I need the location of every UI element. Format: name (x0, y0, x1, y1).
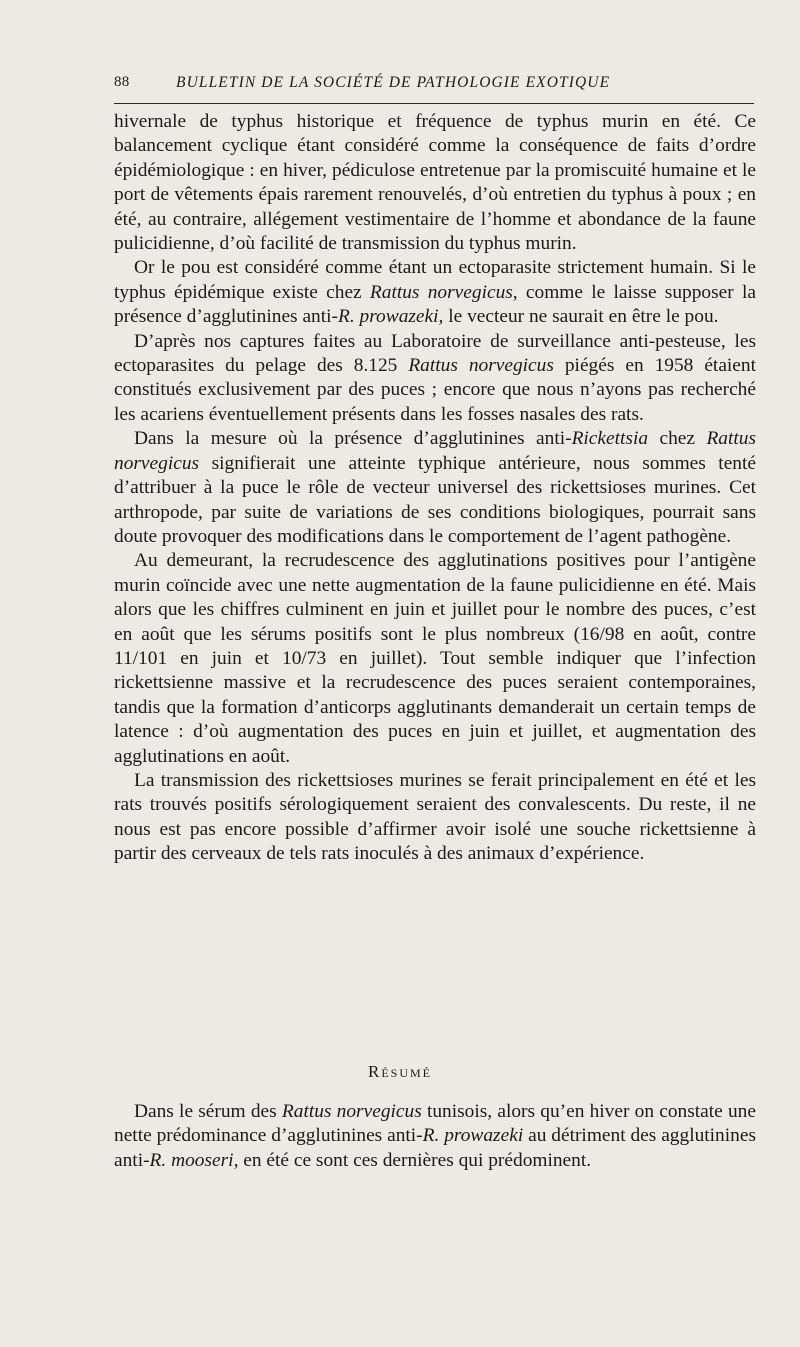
species-name: Rattus norvegicus (114, 428, 756, 474)
resume-text-c: au détriment des agglutinines anti- (114, 1125, 756, 1171)
paragraph-6-text: La transmission des rickettsioses murines se ferait principalement en été et les rats trouvés positifs sérologiquement seraient des convalescents. Du reste, il ne nous est pas encore possible d’affirmer avoir isolé une souche rickettsienne à partir des cerveaux de tels rats inoculés à des animaux d’expérience. (114, 769, 756, 865)
paragraph-4 (114, 427, 756, 549)
paragraph-2 (114, 256, 756, 329)
paragraph-3 (114, 330, 756, 428)
paragraph-3-text-a: D’après nos captures faites au Laboratoire de surveillance anti-pesteuse, les ectoparasites du pelage des 8.125 (114, 330, 756, 377)
paragraph-5 (114, 549, 756, 769)
header-rule (114, 103, 754, 104)
paragraph-3-text-b: piégés en 1958 étaient constitués exclusivement par des puces ; encore que nous n’ayons pas recherché les acariens éventuellement présents dans les fosses nasales des rats. (114, 355, 756, 425)
paragraph-2-text-b: comme le laisse supposer la présence d’agglutinines anti- (114, 281, 756, 328)
species-name: Rattus norvegicus (408, 355, 554, 377)
page-number: 88 (114, 74, 130, 90)
paragraph-4-text-c: signifierait une atteinte typhique antérieure, nous sommes tenté d’attribuer à la puce le rôle de vecteur universel des rickettsioses murines. Cet arthropode, par suite de variations de ses conditions biologiques, pourrait sans doute provoquer des modifications dans le comportement de l’agent pathogène. (114, 452, 756, 547)
paragraph-4-text-b: chez (648, 428, 707, 450)
resume-text-b: tunisois, alors qu’en hiver on constate une nette prédominance d’agglutinines anti- (114, 1101, 756, 1147)
paragraph-2-text-a: Or le pou est considéré comme étant un ectoparasite strictement humain. Si le typhus épidémique existe chez (114, 257, 756, 303)
paragraph-5-text: Au demeurant, la recrudescence des agglutinations positives pour l’antigène murin coïncide avec une nette augmentation de la faune pulicidienne en été. Mais alors que les chiffres culminent en juin et juillet pour le nombre des puces, c’est en août que les sérums positifs sont le plus nombreux (16/98 en août, contre 11/101 en juin et 10/73 en juillet). Tout semble indiquer que l’infection rickettsienne massive et la recrudescence des puces seraient contemporaines, tandis que la formation d’anticorps agglutinants demanderait un certain temps de latence : d’où augmentation des puces en juin et juillet, et augmentation des agglutinations en août. (114, 550, 756, 767)
paragraph-1 (114, 110, 756, 256)
resume-text-d: en été ce sont ces dernières qui prédominent. (238, 1149, 592, 1171)
species-name: Rattus norvegicus, (369, 281, 518, 303)
resume-heading: Résumé (367, 1062, 432, 1081)
resume-body (114, 1100, 756, 1173)
paragraph-2-text-c: le vecteur ne saurait en être le pou. (443, 306, 719, 328)
paragraph-6 (114, 769, 756, 867)
article-body (114, 110, 756, 867)
species-name: R. prowazeki (422, 1125, 524, 1147)
page-header (114, 74, 754, 96)
species-name: Rattus norvegicus (281, 1101, 422, 1122)
paragraph-4-text-a: Dans la mesure où la présence d’agglutinines anti- (134, 428, 572, 450)
running-title: BULLETIN DE LA SOCIÉTÉ DE PATHOLOGIE EXOTIQUE (176, 74, 611, 91)
paragraph-1-text: hivernale de typhus historique et fréquence de typhus murin en été. Ce balancement cyclique étant considéré comme la conséquence de faits d’ordre épidémiologique : en hiver, pédiculose entretenue par la promiscuité humaine et le port de vêtements épais rarement renouvelés, d’où entretien du typhus à poux ; en été, au contraire, allégement vestimentaire de l’homme et abondance de la faune pulicidienne, d’où facilité de transmission du typhus murin. (114, 111, 756, 255)
resume-text-a: Dans le sérum des (134, 1101, 282, 1122)
resume-paragraph (114, 1100, 756, 1173)
species-name: R. prowazeki, (338, 306, 444, 328)
species-name: R. mooseri, (149, 1149, 239, 1171)
genus-name: Rickettsia (571, 428, 649, 450)
